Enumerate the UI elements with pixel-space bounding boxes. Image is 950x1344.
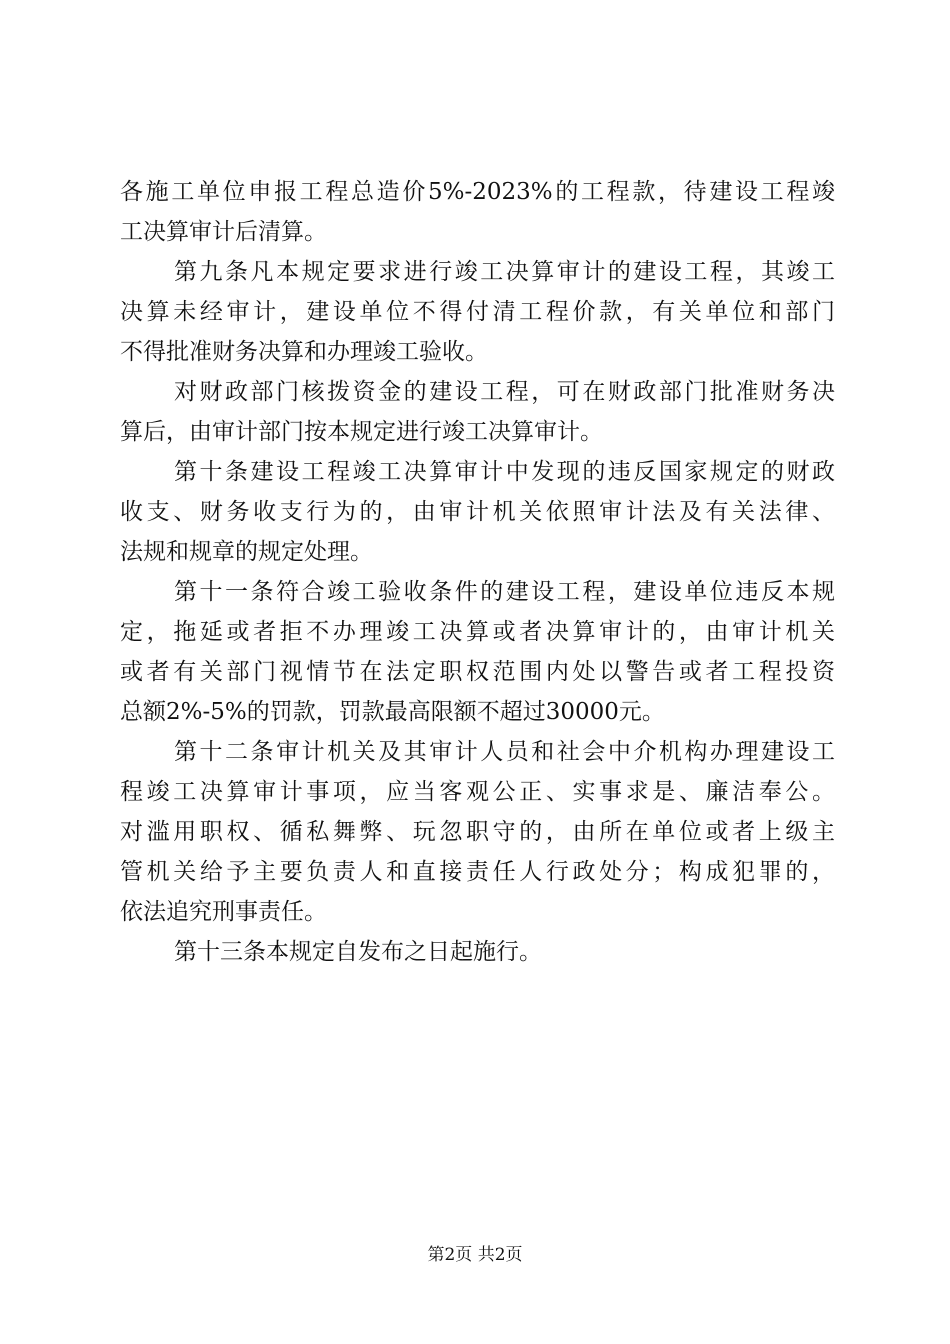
paragraph-line: 算后，由审计部门按本规定进行竣工决算审计。 xyxy=(120,419,603,445)
paragraph-line: 或者有关部门视情节在法定职权范围内处以警告或者工程投资 xyxy=(120,659,835,685)
paragraph-first-line: 对财政部门核拨资金的建设工程，可在财政部门批准财务决 xyxy=(174,379,835,405)
document-body xyxy=(120,172,835,972)
paragraph-line: 总额2%-5%的罚款，罚款最高限额不超过30000元。 xyxy=(120,699,665,725)
paragraph-line: 决算未经审计，建设单位不得付清工程价款，有关单位和部门 xyxy=(120,299,835,325)
paragraph-line: 工决算审计后清算。 xyxy=(120,219,327,245)
paragraph-line: 依法追究刑事责任。 xyxy=(120,899,327,925)
paragraph-first-line: 第九条凡本规定要求进行竣工决算审计的建设工程，其竣工 xyxy=(174,259,835,285)
paragraph-line: 管机关给予主要负责人和直接责任人行政处分；构成犯罪的， xyxy=(120,859,835,885)
paragraph-first-line: 第十二条审计机关及其审计人员和社会中介机构办理建设工 xyxy=(174,739,835,765)
paragraph-line: 不得批准财务决算和办理竣工验收。 xyxy=(120,339,488,365)
paragraph-first-line: 第十三条本规定自发布之日起施行。 xyxy=(174,939,542,965)
paragraph-line: 对滥用职权、循私舞弊、玩忽职守的，由所在单位或者上级主 xyxy=(120,819,835,845)
paragraph-first-line: 第十条建设工程竣工决算审计中发现的违反国家规定的财政 xyxy=(174,459,835,485)
paragraph-line: 定，拖延或者拒不办理竣工决算或者决算审计的，由审计机关 xyxy=(120,619,835,645)
paragraph-line: 法规和规章的规定处理。 xyxy=(120,539,373,565)
paragraph-first-line: 第十一条符合竣工验收条件的建设工程，建设单位违反本规 xyxy=(174,579,835,605)
paragraph-line: 程竣工决算审计事项，应当客观公正、实事求是、廉洁奉公。 xyxy=(120,779,835,805)
paragraph-line: 各施工单位申报工程总造价5%-2023%的工程款，待建设工程竣 xyxy=(120,179,835,205)
page-footer: 第2页 共2页 xyxy=(427,1245,523,1265)
paragraph-line: 收支、财务收支行为的，由审计机关依照审计法及有关法律、 xyxy=(120,499,835,525)
